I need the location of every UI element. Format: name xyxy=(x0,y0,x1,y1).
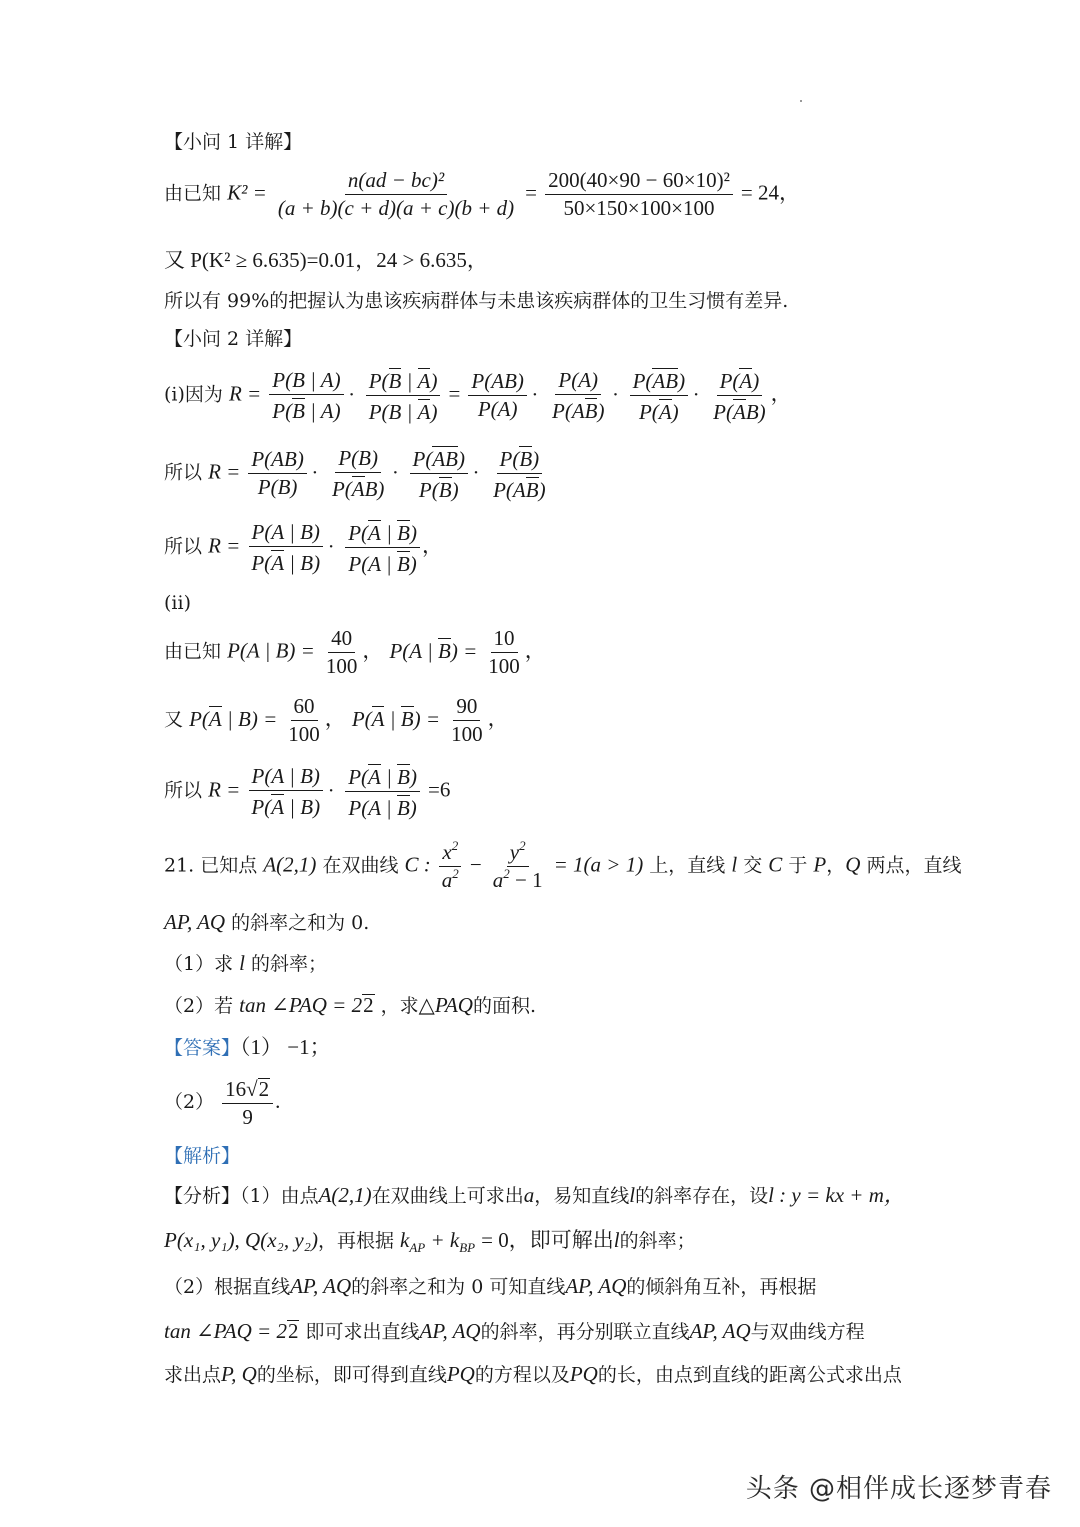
q2-final-line: 所以 R = $\frac{P(A | B)}{P(A | B)}$ · $\frac{P(A | B)}{P(A | B)}$ =6 xyxy=(164,763,451,821)
chi-square-formula-fraction: $\frac{\text{n(ad − bc)²}}{(a + b)(c + d)(a + c)(b + d)}$ xyxy=(277,168,515,220)
q2-so-line-1: 所以 R = $\frac{P(AB)}{P(B)}$ · $\frac{P(B)}{P(AB)}$ · $\frac{P(AB)}{P(B)}$ · $\frac{P(B)}{P(AB)}$ xyxy=(164,445,546,503)
q2-known-line: 由已知 P(A | B) = $\frac{40}{100}$ ， P(A | B) = $\frac{10}{100}$ ， xyxy=(164,626,546,678)
answer-line2: （2） $\frac{16√2}{9}$ . xyxy=(164,1077,281,1129)
q21-part1: （1）求 l 的斜率； xyxy=(164,951,328,975)
watermark: 头条 @相伴成长逐梦青春 xyxy=(745,1474,1052,1504)
q1-comparison-line: 又 P(K² ≥ 6.635)=0.01，24 > 6.635， xyxy=(164,248,488,272)
answer-label: 【答案】 xyxy=(164,1037,241,1059)
analysis-line2: P(x₁, y₁), Q(x₂, y₂)，再根据 $k_{AP} + k_{BP} = 0$，即可解出l的斜率； xyxy=(164,1228,696,1255)
analysis-label: 【解析】 xyxy=(164,1145,241,1167)
analysis-line5: 求出点P, Q的坐标，即可得到直线PQ的方程以及PQ的长，由点到直线的距离公式求出点 xyxy=(164,1362,902,1386)
q1-chi-square-line: 由已知 K² = $\frac{\text{n(ad − bc)²}}{(a + b)(c + d)(a + c)(b + d)}$ = $\frac{\text{200(40×90 − 60×10)²}}{50\times 150\times 100\times 100}$ = 24， xyxy=(164,168,801,220)
answer-line1: 【答案】（1） −1； xyxy=(164,1035,331,1059)
q21-part2: （2）若 tan ∠PAQ = 22 ，求△PAQ的面积. xyxy=(164,993,536,1017)
q21-line2: AP, AQ 的斜率之和为 0. xyxy=(164,910,370,934)
q2-ii-label: (ii) xyxy=(164,592,191,614)
chi-square-value-fraction: $\frac{\text{200(40×90 − 60×10)²}}{50\times 150\times 100\times 100}$ xyxy=(545,170,733,219)
q2-heading: 【小问 2 详解】 xyxy=(164,328,303,350)
analysis-line3: （2）根据直线AP, AQ的斜率之和为 0 可知直线AP, AQ的倾斜角互补，再根据 xyxy=(164,1274,817,1298)
q2-so-line-2: 所以 R = $\frac{P(A | B)}{P(A | B)}$ · $\frac{P(A | B)}{P(A | B)}$ ， xyxy=(164,519,443,577)
analysis-line1: 【分析】（1）由点A(2,1)在双曲线上可求出a，易知直线l的斜率存在，设l : y = kx + m， xyxy=(164,1183,905,1207)
q21-line1: 21. 已知点 A(2,1) 在双曲线 C : $\frac{x^2}{a^2}$ − $\frac{y^2}{a^2 - 1}$ = 1(a > 1) 上，直线 l 交 C 于 P，Q 两点，直线 xyxy=(164,838,962,892)
analysis-line4: tan ∠PAQ = 22 即可求出直线AP, AQ的斜率，再分别联立直线AP, AQ与双曲线方程 xyxy=(164,1319,865,1343)
q2-also-line: 又 P(A | B) = $\frac{60}{100}$ ， P(A | B) = $\frac{90}{100}$ ， xyxy=(164,694,509,746)
q2-i-line: (i)因为 R = $\frac{P(B | A)}{P(B | A)}$ · $\frac{P(B | A)}{P(B | A)}$ = $\frac{P(AB)}{P(A)}$ · $\frac{P(A)}{P(AB)}$ · $\frac{P(AB)}{P(A)}$ · $\frac{P(A)}{P(AB)}$ ， xyxy=(164,367,792,425)
stray-mark xyxy=(800,100,802,102)
q1-conclusion: 所以有 99%的把握认为患该疾病群体与未患该疾病群体的卫生习惯有差异. xyxy=(164,290,789,312)
q1-heading: 【小问 1 详解】 xyxy=(164,131,303,153)
